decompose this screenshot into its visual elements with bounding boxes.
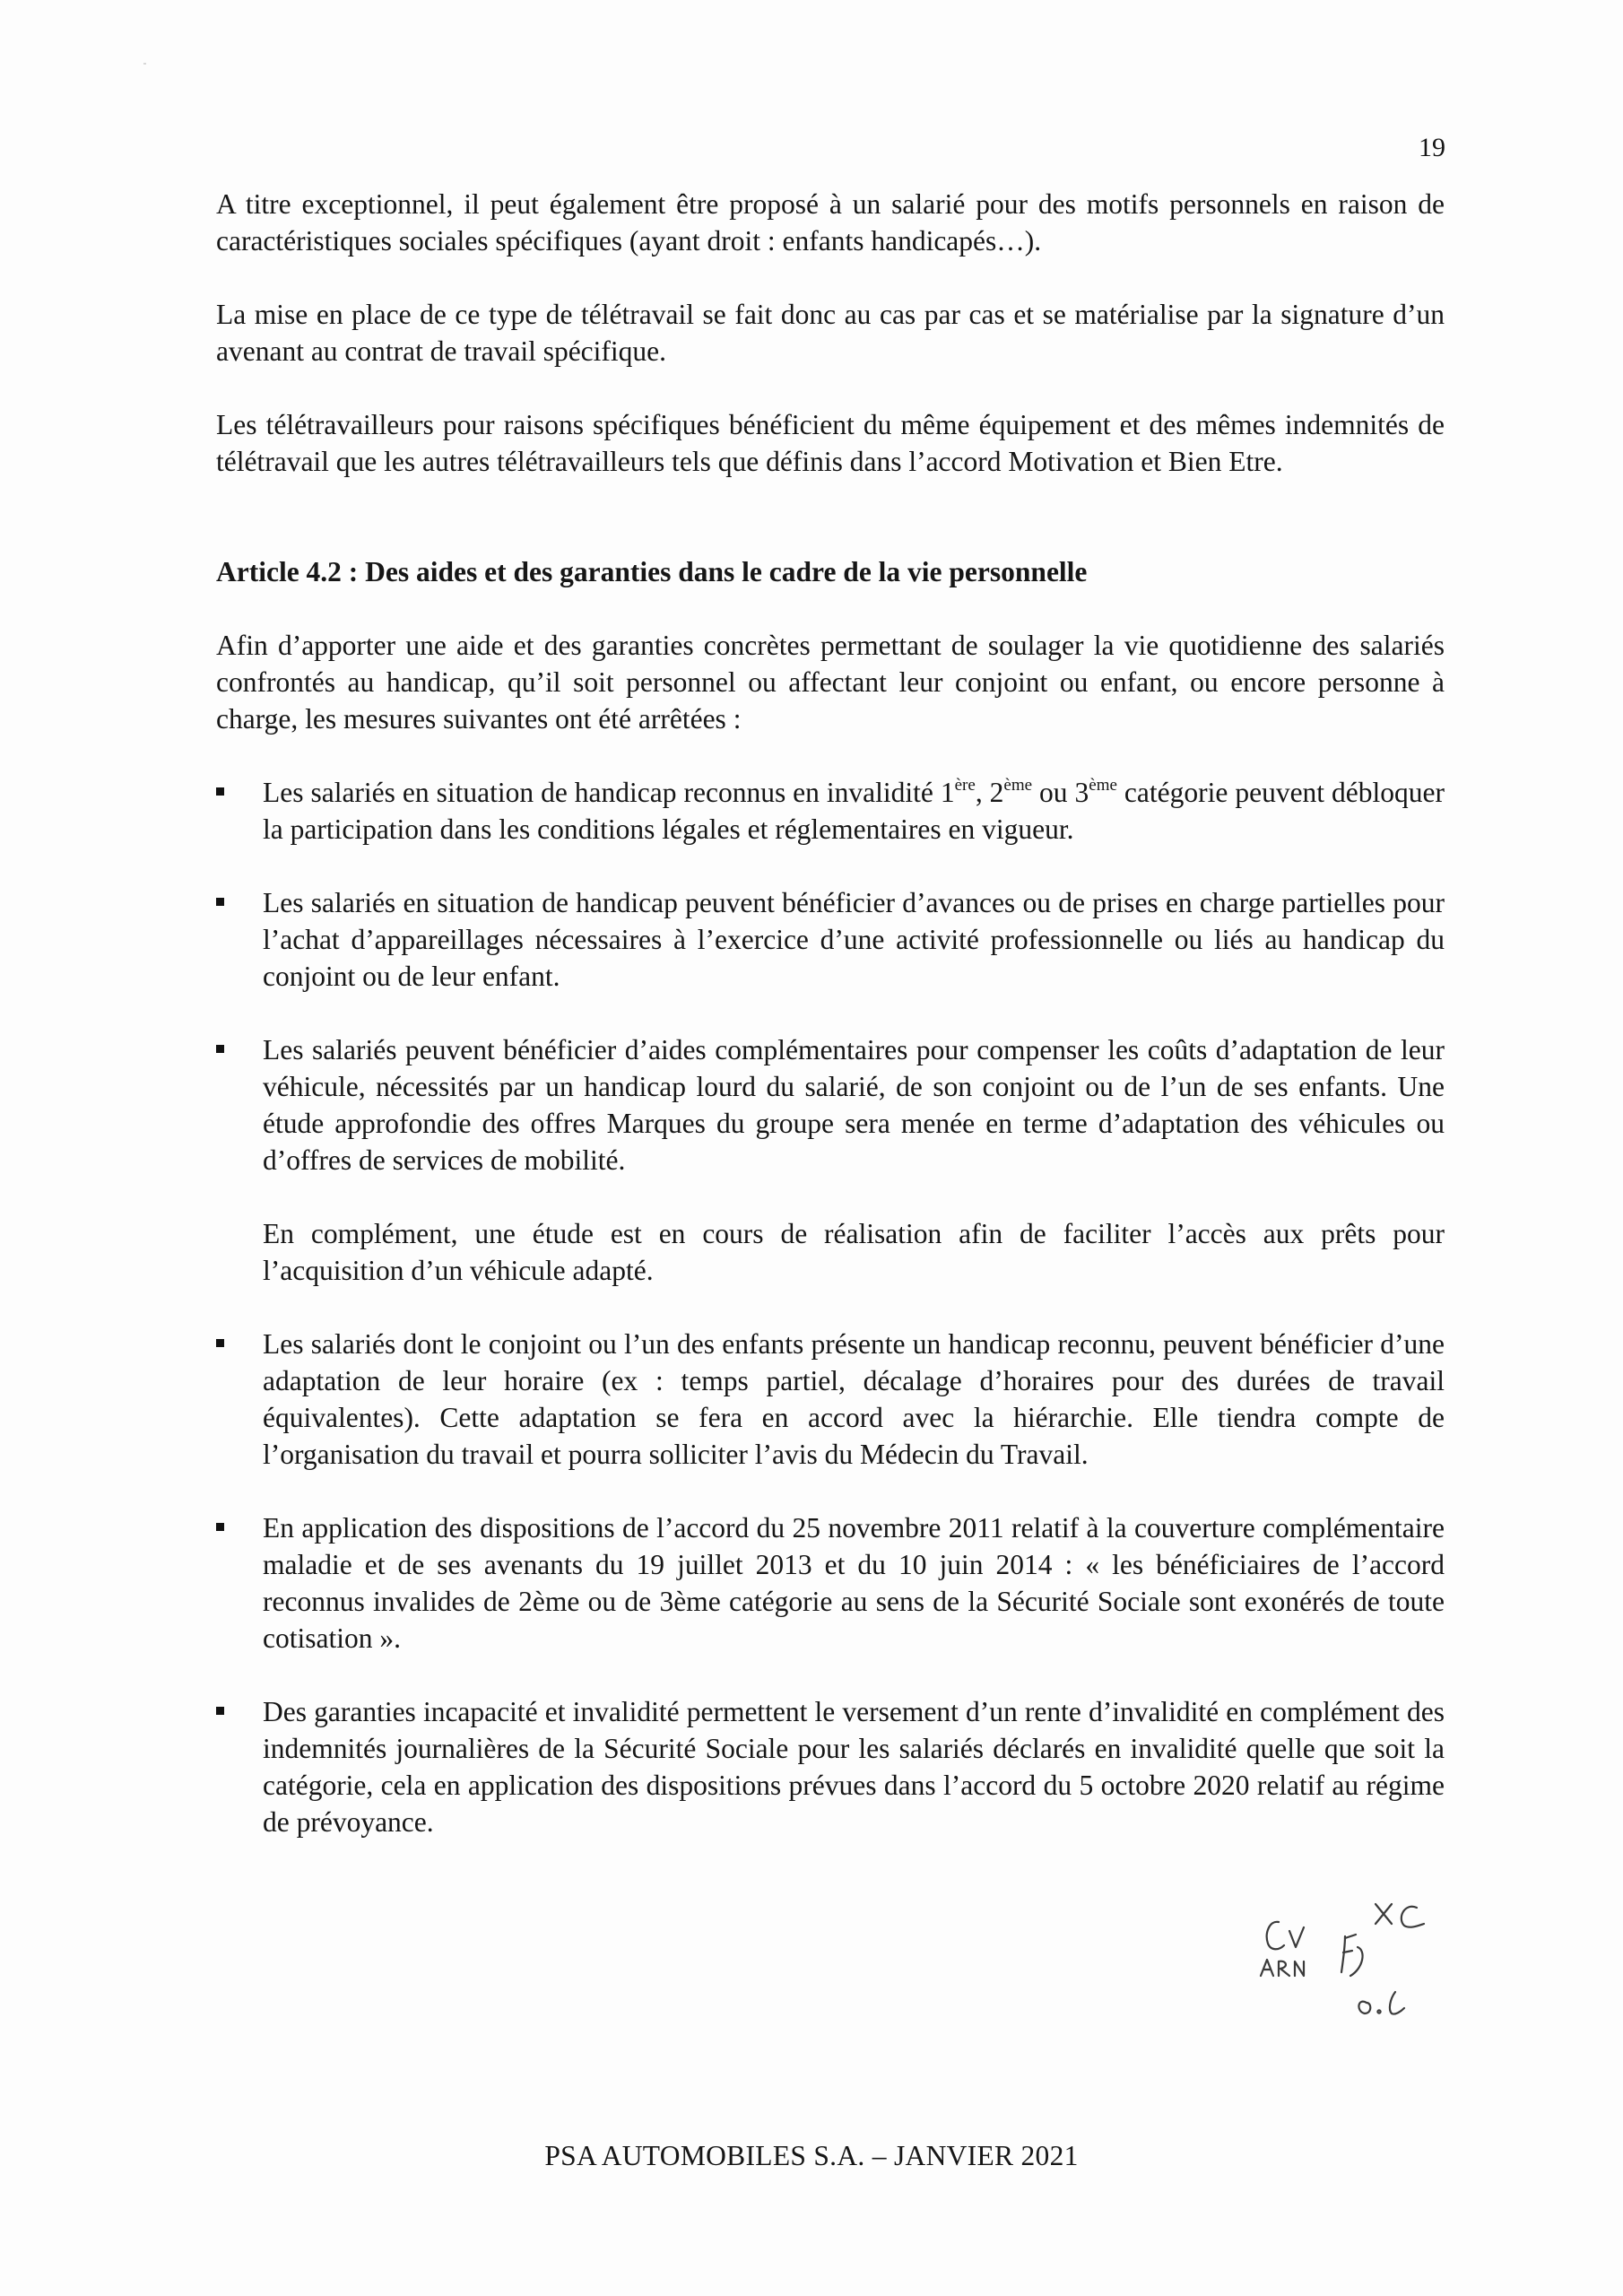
superscript-second: ème [1003, 776, 1033, 795]
bullet-text-segment: ou 3 [1032, 777, 1089, 808]
bullet-text-segment: Les salariés en situation de handicap reconnus en invalidité 1 [263, 777, 955, 808]
bullet-text-segment: catégorie peuvent débloquer la participation dans les conditions légales et réglementaires en vigueur. [263, 777, 1445, 845]
list-item [216, 1509, 1445, 1657]
list-item [216, 1326, 1445, 1473]
bullet-text-health-coverage: En application des dispositions de l’accord du 25 novembre 2011 relatif à la couverture complémentaire maladie et de ses avenants du 19 juillet 2013 et du 10 juin 2014 : « les bénéficiaires de l’accord reconnus invalides de 2ème ou de 3ème catégorie au sens de la Sécurité Sociale sont exonérés de toute cotisation ». [263, 1512, 1445, 1654]
bullet-text-vehicle: Les salariés peuvent bénéficier d’aides complémentaires pour compenser les coûts d’adaptation de leur véhicule, nécessités par un handicap lourd du salarié, de son conjoint ou de l’un de ses enfants. Une étude approfondie des offres Marques du groupe sera menée en terme d’adaptation des véhicules ou d’offres de services de mobilité. [263, 1034, 1445, 1176]
bullet-square-icon [216, 898, 224, 906]
page-content [216, 186, 1445, 1877]
bullet-text-equipment: Les salariés en situation de handicap peuvent bénéficier d’avances ou de prises en charge partielles pour l’achat d’appareillages nécessaires à l’exercice d’une activité professionnelle ou liés au handicap du conjoint ou de leur enfant. [263, 887, 1445, 992]
bullet-text-invalidity [263, 774, 1445, 848]
scan-speck [143, 63, 146, 65]
paragraph-telework-setup: La mise en place de ce type de télétravail se fait donc au cas par cas et se matérialise par la signature d’un avenant au contrat de travail spécifique. [216, 299, 1445, 367]
list-item [216, 1031, 1445, 1289]
superscript-third: ème [1089, 776, 1117, 795]
handwritten-initials [1252, 1897, 1440, 2027]
bullet-square-icon [216, 1045, 224, 1053]
article-intro: Afin d’apporter une aide et des garanties concrètes permettant de soulager la vie quotidienne des salariés confrontés au handicap, qu’il soit personnel ou affectant leur conjoint ou enfant, ou encore personne à charge, les mesures suivantes ont été arrêtées : [216, 630, 1445, 735]
page-footer: PSA AUTOMOBILES S.A. – JANVIER 2021 [544, 2140, 1079, 2171]
bullet-text-disability-pension: Des garanties incapacité et invalidité permettent le versement d’un rente d’invalidité en complément des indemnités journalières de la Sécurité Sociale pour les salariés déclarés en invalidité quelle que soit la catégorie, cela en application des dispositions prévues dans l’accord du 5 octobre 2020 relatif au régime de prévoyance. [263, 1696, 1445, 1838]
article-heading: Article 4.2 : Des aides et des garanties dans le cadre de la vie personnelle [216, 556, 1088, 587]
measures-list [216, 774, 1445, 1840]
bullet-square-icon [216, 1339, 224, 1347]
paragraph-exceptional-telework: A titre exceptionnel, il peut également être proposé à un salarié pour des motifs personnels en raison de caractéristiques sociales spécifiques (ayant droit : enfants handicapés…). [216, 188, 1445, 257]
list-item [216, 1693, 1445, 1840]
bullet-text-schedule: Les salariés dont le conjoint ou l’un des enfants présente un handicap reconnu, peuvent bénéficier d’une adaptation de leur horaire (ex : temps partiel, décalage d’horaires pour des durées de travail équivalentes). Cette adaptation se fera en accord avec la hiérarchie. Elle tiendra compte de l’organisation du travail et pourra solliciter l’avis du Médecin du Travail. [263, 1328, 1445, 1470]
bullet-text-vehicle-loan: En complément, une étude est en cours de réalisation afin de faciliter l’accès aux prêts pour l’acquisition d’un véhicule adapté. [263, 1218, 1445, 1286]
bullet-square-icon [216, 787, 224, 796]
superscript-first: ère [954, 776, 976, 795]
paragraph-teleworkers-equipment: Les télétravailleurs pour raisons spécifiques bénéficient du même équipement et des mêmes indemnités de télétravail que les autres télétravailleurs tels que définis dans l’accord Motivation et Bien Etre. [216, 409, 1445, 477]
bullet-square-icon [216, 1707, 224, 1715]
list-item [216, 774, 1445, 848]
bullet-square-icon [216, 1523, 224, 1531]
list-item [216, 884, 1445, 995]
page-number: 19 [1419, 133, 1445, 162]
bullet-text-segment: , 2 [975, 777, 1004, 808]
